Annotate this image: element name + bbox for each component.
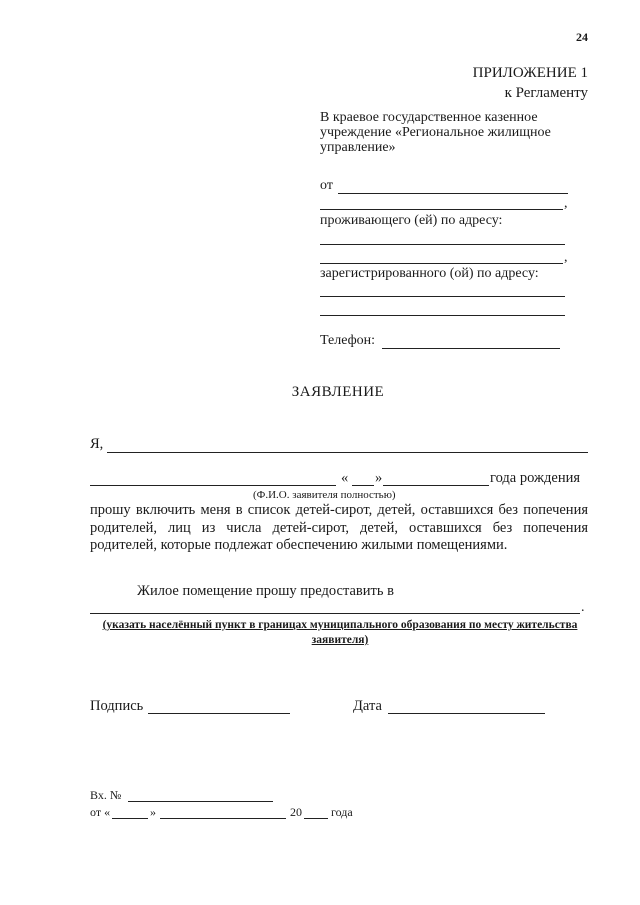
from-date-prefix: от « (90, 805, 111, 819)
period: . (581, 600, 585, 615)
birth-day-quote-close: » (375, 470, 383, 486)
phone-line[interactable] (382, 348, 560, 349)
appendix-title: ПРИЛОЖЕНИЕ 1 (472, 65, 588, 81)
registered-address-line-2[interactable] (320, 315, 565, 316)
phone-label: Телефон: (320, 333, 376, 348)
locality-hint: (указать населённый пункт в границах муниципального образования по месту жительства заявителя) (102, 619, 578, 646)
page-number: 24 (576, 30, 588, 44)
appendix-subtitle: к Регламенту (504, 85, 588, 101)
from-day-line[interactable] (112, 818, 148, 819)
applicant-name-line[interactable] (107, 452, 588, 453)
year-prefix: 20 (290, 805, 302, 819)
date-line[interactable] (388, 713, 545, 714)
from-name-line[interactable] (338, 193, 568, 194)
housing-location-line[interactable] (90, 613, 580, 614)
signature-line[interactable] (148, 713, 290, 714)
incoming-number-line[interactable] (128, 801, 273, 802)
birth-month-line[interactable] (383, 485, 489, 486)
signature-label: Подпись (90, 698, 144, 714)
i-label: Я, (90, 436, 104, 452)
from-label: от (320, 178, 333, 193)
year-label: года (331, 805, 353, 819)
registered-address-label: зарегистрированного (ой) по адресу: (320, 266, 539, 281)
comma: , (564, 250, 568, 265)
residing-address-line-2[interactable] (320, 263, 563, 264)
year-line[interactable] (304, 818, 328, 819)
housing-text: Жилое помещение прошу предоставить в (137, 583, 394, 599)
from-month-line[interactable] (160, 818, 286, 819)
document-title: ЗАЯВЛЕНИЕ (291, 384, 385, 400)
request-text: прошу включить меня в список детей-сирот, детей, оставшихся без попечения родителей, лиц из числа детей-сирот, детей, оставшихся без попечения родителей, которые подлежат обеспечению жилыми помещениями. (90, 502, 588, 553)
addressee: В краевое государственное казенное учреждение «Региональное жилищное управление» (320, 110, 551, 155)
registered-address-line-1[interactable] (320, 296, 565, 297)
date-label: Дата (353, 698, 382, 714)
fio-caption: (Ф.И.О. заявителя полностью) (253, 489, 396, 501)
from-name-line-2[interactable] (320, 209, 563, 210)
applicant-name-line-2[interactable] (90, 485, 336, 486)
appendix-header (473, 63, 588, 103)
residing-address-label: проживающего (ей) по адресу: (320, 213, 503, 228)
incoming-number-label: Вх. № (90, 788, 122, 802)
residing-address-line-1[interactable] (320, 244, 565, 245)
birth-day-quote-open: « (341, 470, 349, 486)
birth-day-line[interactable] (352, 485, 374, 486)
from-date-quote-close: » (150, 805, 156, 819)
comma: , (564, 196, 568, 211)
birth-year-label: года рождения (490, 470, 581, 486)
